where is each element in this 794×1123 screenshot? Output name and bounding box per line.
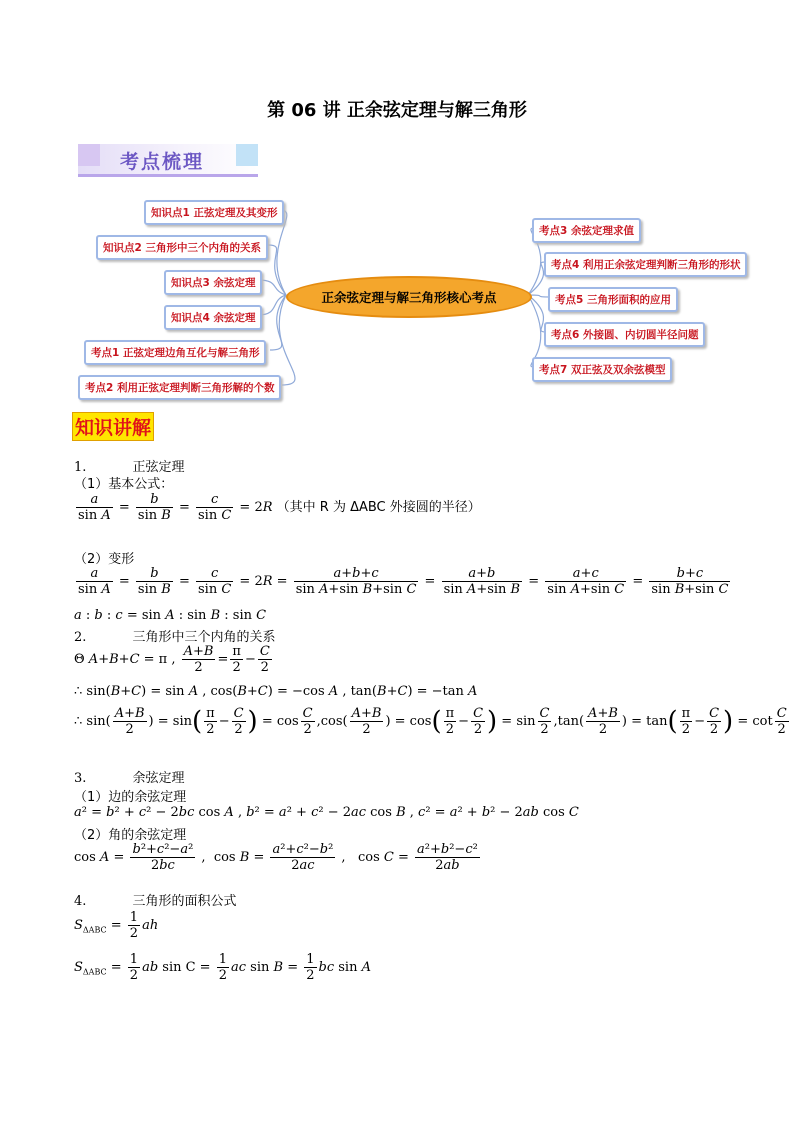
mindmap-node-right-3: 考点5 三角形面积的应用 (548, 287, 678, 312)
page-title: 第 06 讲 正余弦定理与解三角形 (267, 100, 527, 121)
s3-heading (74, 767, 185, 786)
mindmap-node-right-4: 考点6 外接圆、内切圆半径问题 (544, 322, 705, 347)
s1-sub2: （2）变形 (74, 552, 135, 567)
s2-angle-sum: Θ A+B+C = π , $\frac{A+B}{2}$ = $\frac{\pi}{2}$ − $\frac{C}{2}$ (74, 644, 270, 675)
mindmap-node-left-4: 知识点4 余弦定理 (164, 305, 262, 330)
section-heading: 知识讲解 (72, 412, 154, 441)
s4-area-1: $S_{\Delta ABC}$ = $\frac{1}{2}$ ah (74, 910, 159, 941)
s1-sub1: （1）基本公式： (74, 477, 174, 492)
s3-num: 3. (74, 771, 87, 786)
s2-num: 2. (74, 630, 87, 645)
s2-half-angle: ∴ sin( $\frac{A+B}{2}$ ) = sin( $\frac{\pi}{2}$ − $\frac{C}{2}$ ) = cos $\frac{C}{2}$ ,cos( $\frac{A+B}{2}$ ) = cos( $\frac{\pi}{2}$ − $\frac{C}{2}$ ) = sin $\frac{C}{2}$ ,tan( $\frac{A+B}{2}$ ) = tan( $\frac{\pi}{2}$ − $\frac{C}{2}$ ) = cot $\frac{C}{2}$ (74, 706, 787, 737)
mindmap-node-left-6: 考点2 利用正弦定理判断三角形解的个数 (78, 375, 281, 400)
s1-ratio: a : b : c = sin A : sin B : sin C (74, 608, 267, 623)
s3-sub2: （2）角的余弦定理 (74, 828, 187, 843)
mindmap-node-left-2: 知识点2 三角形中三个内角的关系 (96, 235, 268, 260)
mindmap-node-right-5: 考点7 双正弦及双余弦模型 (532, 357, 672, 382)
s1-note: （其中 R 为 ΔABC 外接圆的半径） (276, 500, 481, 515)
s3-title: 余弦定理 (132, 771, 185, 786)
banner-label: 考点梳理 (120, 151, 205, 173)
mindmap-node-right-1: 考点3 余弦定理求值 (532, 218, 641, 243)
s3-side-formula: a² = b² + c² − 2bc cos A , b² = a² + c² − 2ac cos B , c² = a² + b² − 2ab cos C (74, 805, 579, 820)
s3-angle-formula: cos A = $\frac{\text{b²+c²−a²}}{2bc}$ , cos B = $\frac{\text{a²+c²−b²}}{2ac}$ , cos C = $\frac{\text{a²+b²−c²}}{2ab}$ (74, 842, 478, 873)
s1-title: 正弦定理 (132, 460, 185, 475)
s4-heading (74, 890, 237, 909)
mindmap-center (286, 276, 532, 318)
s1-num: 1. (74, 460, 87, 475)
mindmap-node-left-1: 知识点1 正弦定理及其变形 (144, 200, 284, 225)
s3-sub1: （1）边的余弦定理 (74, 790, 187, 805)
s4-area-2: $S_{\Delta ABC}$ = $\frac{1}{2}$ ab sin C = $\frac{1}{2}$ ac sin B = $\frac{1}{2}$ bc sin A (74, 952, 371, 983)
mind-map (0, 190, 794, 400)
s2-identities: ∴ sin(B+C) = sin A , cos(B+C) = −cos A , tan(B+C) = −tan A (74, 684, 478, 699)
mindmap-node-left-5: 考点1 正弦定理边角互化与解三角形 (84, 340, 266, 365)
s1-formula-basic: $\frac{a}{\text{sin A}}$ = $\frac{b}{\text{sin B}}$ = $\frac{c}{\text{sin C}}$ = 2R （其中 R 为 ΔABC 外接圆的半径） (78, 492, 481, 523)
s2-heading (74, 626, 276, 645)
mindmap-node-left-3: 知识点3 余弦定理 (164, 270, 262, 295)
mindmap-node-right-2: 考点4 利用正余弦定理判断三角形的形状 (544, 252, 747, 277)
s1-formula-variant: $\frac{a}{\text{sin A}}$ = $\frac{b}{\text{sin B}}$ = $\frac{c}{\text{sin C}}$ = 2R = $\frac{a+b+c}{\text{sin A+sin B+sin C}}$ = $\frac{a+b}{\text{sin A+sin B}}$ = $\frac{a+c}{\text{sin A+sin C}}$ = $\frac{b+c}{\text{sin B+sin C}}$ (78, 566, 729, 597)
s2-title: 三角形中三个内角的关系 (132, 630, 276, 645)
section-banner (78, 144, 258, 178)
s4-num: 4. (74, 894, 87, 909)
mindmap-center-label: 正余弦定理与解三角形核心考点 (321, 290, 497, 305)
s4-title: 三角形的面积公式 (132, 894, 237, 909)
